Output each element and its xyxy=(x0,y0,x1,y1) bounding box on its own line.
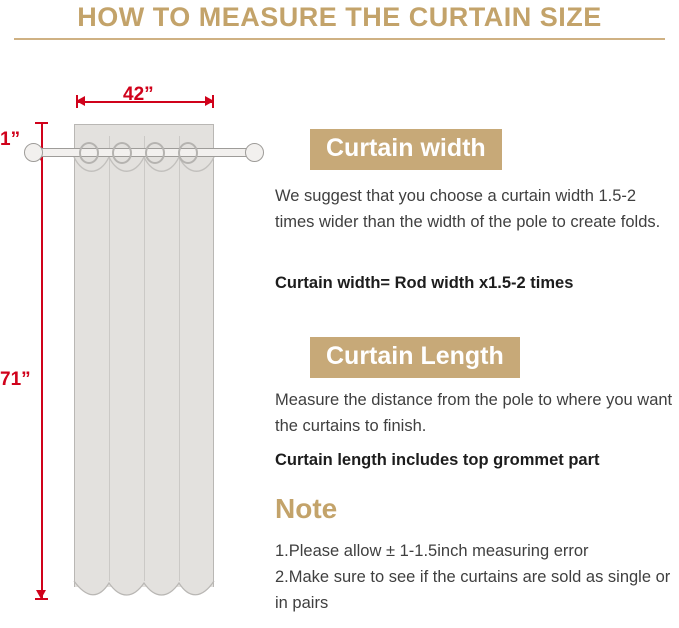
curtain-measurement-diagram xyxy=(0,44,272,628)
note-item: 2.Make sure to see if the curtains are sold as single or in pairs xyxy=(275,568,671,612)
height-dimension-line xyxy=(41,160,43,600)
curtain-width-paragraph: We suggest that you choose a curtain width 1.5-2 times wider than the width of the pole to create folds. xyxy=(275,187,661,231)
curtain-width-heading: Curtain width xyxy=(310,129,502,170)
grommet-icon xyxy=(79,142,99,164)
height-arrow-bottom xyxy=(36,590,46,599)
instructions-column xyxy=(272,44,679,628)
grommet-icon xyxy=(178,142,198,164)
note-title: Note xyxy=(275,493,338,524)
curtain-length-heading: Curtain Length xyxy=(310,337,520,378)
note-list xyxy=(275,538,679,616)
height-measure-label: 71” xyxy=(0,369,31,390)
grommet-icon xyxy=(112,142,132,164)
title-divider xyxy=(14,38,665,40)
page-title: HOW TO MEASURE THE CURTAIN SIZE xyxy=(77,2,602,32)
note-item: 1.Please allow ± 1-1.5inch measuring error xyxy=(275,542,589,560)
width-arrow-left xyxy=(76,96,85,106)
rod-finial-right-icon xyxy=(245,143,264,162)
drop-measure-label: 1” xyxy=(0,129,21,150)
curtain-length-paragraph: Measure the distance from the pole to where you want the curtains to finish. xyxy=(275,391,673,435)
curtain-fold-line xyxy=(179,136,180,584)
curtain-fold-line xyxy=(144,136,145,584)
drop-tick-top xyxy=(35,122,48,124)
curtain-width-formula: Curtain width= Rod width x1.5-2 times xyxy=(275,274,574,292)
curtain-bottom-hem xyxy=(73,579,215,603)
rod-finial-left-icon xyxy=(24,143,43,162)
curtain-length-formula: Curtain length includes top grommet part xyxy=(275,451,600,469)
curtain-fold-line xyxy=(109,136,110,584)
width-arrow-right xyxy=(205,96,214,106)
width-measure-label: 42” xyxy=(123,84,154,105)
grommet-icon xyxy=(145,142,165,164)
